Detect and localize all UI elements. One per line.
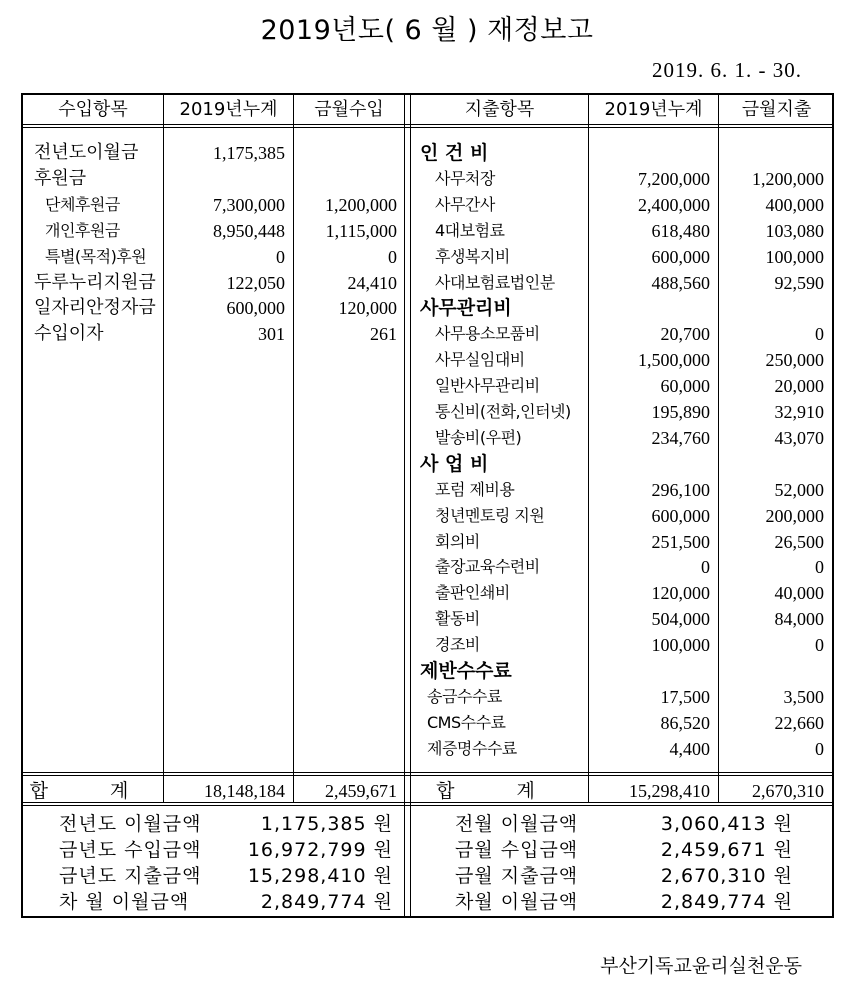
balance-right-label: 금월 수입금액 (455, 839, 579, 861)
balance-right-label: 금월 지출금액 (455, 865, 579, 887)
expense-ytd-value: 600,000 (651, 246, 710, 267)
income-item-label: 특별(목적)후원 (45, 246, 147, 266)
expense-month-value: 22,660 (774, 712, 824, 733)
expense-month-value: 26,500 (774, 531, 824, 552)
expense-ytd-value: 86,520 (660, 712, 710, 733)
header-income-item: 수입항목 (58, 99, 128, 120)
expense-item-label: 사무간사 (435, 194, 495, 214)
expense-item-label: 사대보험료법인분 (435, 272, 555, 292)
expense-ytd-value: 234,760 (651, 427, 710, 448)
expense-month-value: 250,000 (765, 350, 824, 371)
expense-item-label: 송금수수료 (427, 686, 502, 706)
expense-ytd-value: 20,700 (660, 324, 710, 345)
balance-left-label: 전년도 이월금액 (59, 813, 202, 835)
balance-left-label: 금년도 수입금액 (59, 839, 202, 861)
income-ytd-value: 301 (258, 324, 285, 345)
expense-item-label: 사무실임대비 (435, 350, 525, 370)
expense-category-label: 사 업 비 (420, 452, 489, 475)
balance-right-value: 2,849,774 원 (660, 891, 793, 913)
income-month-value: 0 (388, 246, 397, 267)
expense-category-label: 인 건 비 (420, 142, 489, 164)
expense-month-value: 1,200,000 (752, 168, 824, 189)
expense-item-label: 활동비 (435, 609, 480, 629)
expense-month-value: 40,000 (774, 583, 824, 604)
expense-month-value: 43,070 (774, 427, 824, 448)
expense-ytd-value: 251,500 (651, 531, 710, 552)
header-income-ytd: 2019년누계 (179, 99, 278, 120)
expense-item-label: 출판인쇄비 (435, 583, 510, 603)
expense-month-value: 103,080 (765, 220, 824, 241)
expense-item-label: 경조비 (435, 635, 480, 655)
income-item-label: 수입이자 (34, 323, 104, 345)
expense-ytd-value: 2,400,000 (638, 194, 710, 215)
expense-ytd-value: 488,560 (651, 272, 710, 293)
report-period: 2019. 6. 1. - 30. (652, 58, 802, 82)
income-item-label: 단체후원금 (45, 194, 120, 214)
expense-ytd-value: 120,000 (651, 583, 710, 604)
expense-month-value: 32,910 (774, 402, 824, 422)
header-expense-ytd: 2019년누계 (604, 99, 703, 120)
expense-ytd-value: 504,000 (651, 609, 710, 630)
expense-month-value: 100,000 (765, 246, 824, 267)
balance-right-value: 3,060,413 원 (660, 813, 793, 835)
income-month-value: 1,200,000 (325, 194, 397, 215)
expense-ytd-value: 17,500 (660, 686, 710, 707)
expense-month-value: 3,500 (783, 686, 824, 707)
expense-ytd-value: 296,100 (651, 479, 710, 500)
expense-month-value: 0 (815, 635, 824, 656)
balance-left-value: 2,849,774 원 (260, 891, 393, 913)
expense-month-value: 92,590 (774, 272, 824, 293)
income-ytd-value: 8,950,448 (213, 220, 285, 241)
balance-left-value: 1,175,385 원 (260, 813, 393, 835)
expense-item-label: 4대보험료 (435, 220, 505, 240)
income-total-month: 2,459,671 (325, 781, 397, 801)
header-expense-month: 금월지출 (741, 99, 812, 120)
balance-right-value: 2,670,310 원 (660, 865, 793, 887)
expense-ytd-value: 7,200,000 (638, 168, 710, 189)
expense-month-value: 52,000 (774, 479, 824, 500)
expense-item-label: CMS수수료 (427, 712, 506, 732)
balance-left-value: 15,298,410 원 (247, 865, 393, 887)
header-expense-item: 지출항목 (464, 99, 535, 120)
expense-month-value: 200,000 (765, 505, 824, 526)
income-ytd-value: 600,000 (226, 298, 285, 319)
expense-ytd-value: 100,000 (651, 635, 710, 656)
balance-right-value: 2,459,671 원 (660, 839, 793, 861)
income-total-label: 합 계 (29, 780, 157, 802)
expense-ytd-value: 0 (701, 557, 710, 578)
expense-month-value: 400,000 (765, 194, 824, 215)
income-ytd-value: 0 (276, 246, 285, 267)
expense-item-label: 제증명수수료 (427, 738, 517, 758)
income-month-value: 120,000 (338, 298, 397, 319)
income-ytd-value: 1,175,385 (213, 143, 285, 163)
balance-left-label: 금년도 지출금액 (59, 865, 202, 887)
income-item-label: 전년도이월금 (34, 142, 139, 163)
income-month-value: 1,115,000 (325, 220, 397, 241)
expense-item-label: 포럼 제비용 (435, 479, 515, 499)
expense-item-label: 회의비 (435, 531, 480, 551)
expense-category-label: 사무관리비 (420, 297, 512, 320)
expense-total-ytd: 15,298,410 (629, 781, 710, 801)
expense-month-value: 0 (815, 557, 824, 578)
expense-ytd-value: 618,480 (651, 220, 710, 241)
expense-total-month: 2,670,310 (752, 781, 824, 801)
balance-left-value: 16,972,799 원 (247, 839, 393, 861)
expense-month-value: 0 (815, 324, 824, 345)
income-ytd-value: 122,050 (226, 272, 285, 293)
expense-month-value: 84,000 (774, 609, 824, 630)
income-month-value: 261 (370, 324, 397, 345)
expense-month-value: 20,000 (774, 376, 824, 397)
income-total-ytd: 18,148,184 (204, 781, 285, 801)
expense-ytd-value: 600,000 (651, 505, 710, 526)
expense-ytd-value: 60,000 (660, 376, 710, 397)
expense-item-label: 출장교육수련비 (435, 557, 540, 577)
income-item-label: 개인후원금 (45, 220, 120, 240)
income-ytd-value: 7,300,000 (213, 194, 285, 215)
expense-item-label: 청년멘토링 지원 (435, 505, 545, 525)
expense-month-value: 0 (815, 738, 824, 759)
expense-item-label: 후생복지비 (435, 246, 510, 266)
income-item-label: 후원금 (34, 167, 87, 189)
balance-left-label: 차 월 이월금액 (59, 891, 190, 913)
expense-item-label: 사무용소모품비 (435, 324, 540, 344)
expense-item-label: 통신비(전화,인터넷) (435, 402, 571, 421)
organization-name: 부산기독교윤리실천운동 (600, 955, 802, 977)
expense-total-label: 합 계 (436, 780, 563, 802)
page-title: 2019년도( 6 월 ) 재정보고 (260, 15, 594, 46)
expense-ytd-value: 4,400 (669, 738, 710, 759)
finance-table (21, 93, 834, 918)
balance-right-label: 차월 이월금액 (455, 891, 579, 913)
income-item-label: 두루누리지원금 (34, 271, 156, 293)
income-month-value: 24,410 (347, 272, 397, 293)
expense-ytd-value: 1,500,000 (638, 350, 710, 371)
header-income-month: 금월수입 (314, 99, 384, 120)
expense-ytd-value: 195,890 (651, 402, 710, 422)
expense-item-label: 일반사무관리비 (435, 376, 540, 396)
expense-category-label: 제반수수료 (420, 660, 512, 682)
income-item-label: 일자리안정자금 (34, 297, 156, 319)
balance-right-label: 전월 이월금액 (455, 813, 579, 835)
expense-item-label: 사무처장 (435, 168, 495, 188)
expense-item-label: 발송비(우편) (435, 427, 522, 447)
